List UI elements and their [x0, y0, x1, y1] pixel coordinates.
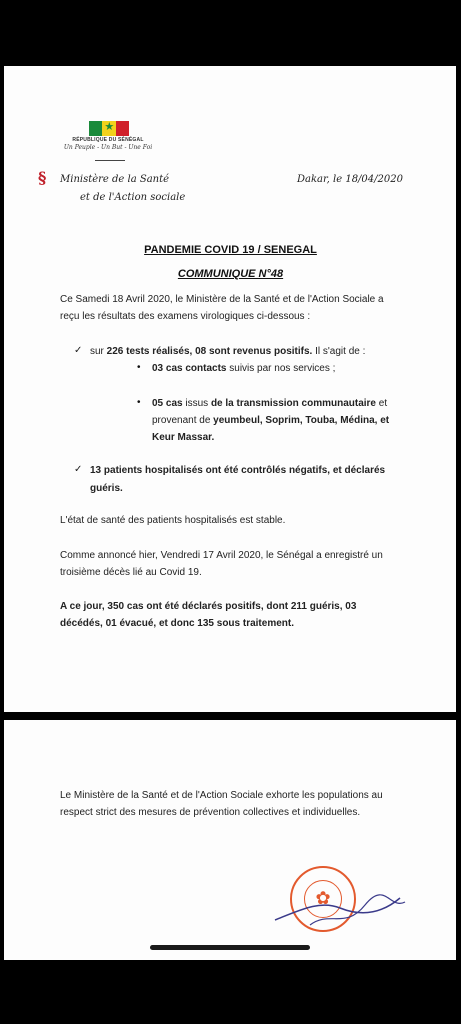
senegal-flag-icon — [89, 121, 129, 136]
recovered-line-2: guéris. — [90, 483, 123, 494]
communique-number: COMMUNIQUE N°48 — [177, 268, 284, 280]
death-line-1: Comme annoncé hier, Vendredi 17 Avril 2020, le Sénégal a enregistré un — [60, 550, 383, 561]
checkmark-icon: ✓ — [74, 345, 83, 356]
summary-line-1: A ce jour, 350 cas ont été déclarés positifs, dont 211 guéris, 03 — [60, 601, 357, 612]
closing-line-1: Le Ministère de la Santé et de l'Action Sociale exhorte les populations au — [60, 790, 383, 801]
community-line-3: Keur Massar. — [152, 432, 215, 443]
ministry-name-line2: et de l'Action sociale — [80, 192, 186, 203]
tests-line: sur 226 tests réalisés, 08 sont revenus positifs. Il s'agit de : — [90, 346, 366, 357]
intro-line-2: reçu les résultats des examens virologiques ci-dessous : — [60, 311, 311, 322]
community-line-1: 05 cas issus de la transmission communautaire et — [152, 398, 388, 409]
contacts-line: 03 cas contacts suivis par nos services ; — [152, 363, 336, 374]
republic-label: RÉPUBLIQUE DU SÉNÉGAL — [72, 137, 144, 143]
home-indicator[interactable] — [150, 945, 310, 950]
bullet-icon: • — [137, 362, 141, 373]
recovered-line-1: 13 patients hospitalisés ont été contrôlés négatifs, et déclarés — [90, 465, 386, 476]
ministry-name-line1: Ministère de la Santé — [60, 174, 170, 185]
checkmark-icon: ✓ — [74, 464, 83, 475]
intro-line-1: Ce Samedi 18 Avril 2020, le Ministère de la Santé et de l'Action Sociale a — [60, 294, 384, 305]
document-title: PANDEMIE COVID 19 / SENEGAL — [144, 244, 317, 256]
bullet-icon: • — [137, 397, 141, 408]
official-stamp-icon: ✿ — [290, 866, 356, 932]
signature-icon — [270, 880, 410, 940]
document-date: Dakar, le 18/04/2020 — [297, 174, 403, 185]
stable-status-line: L'état de santé des patients hospitalisés est stable. — [60, 515, 286, 526]
death-line-2: troisième décès lié au Covid 19. — [60, 567, 202, 578]
header-divider — [95, 160, 125, 161]
summary-line-2: décédés, 01 évacué, et donc 135 sous traitement. — [60, 618, 294, 629]
community-line-2: provenant de yeumbeul, Soprim, Touba, Médina, et — [152, 415, 390, 426]
ministry-logo-icon: § — [38, 168, 47, 187]
closing-line-2: respect strict des mesures de prévention collectives et individuelles. — [60, 807, 361, 818]
national-motto: Un Peuple - Un But - Une Foi — [63, 144, 153, 151]
